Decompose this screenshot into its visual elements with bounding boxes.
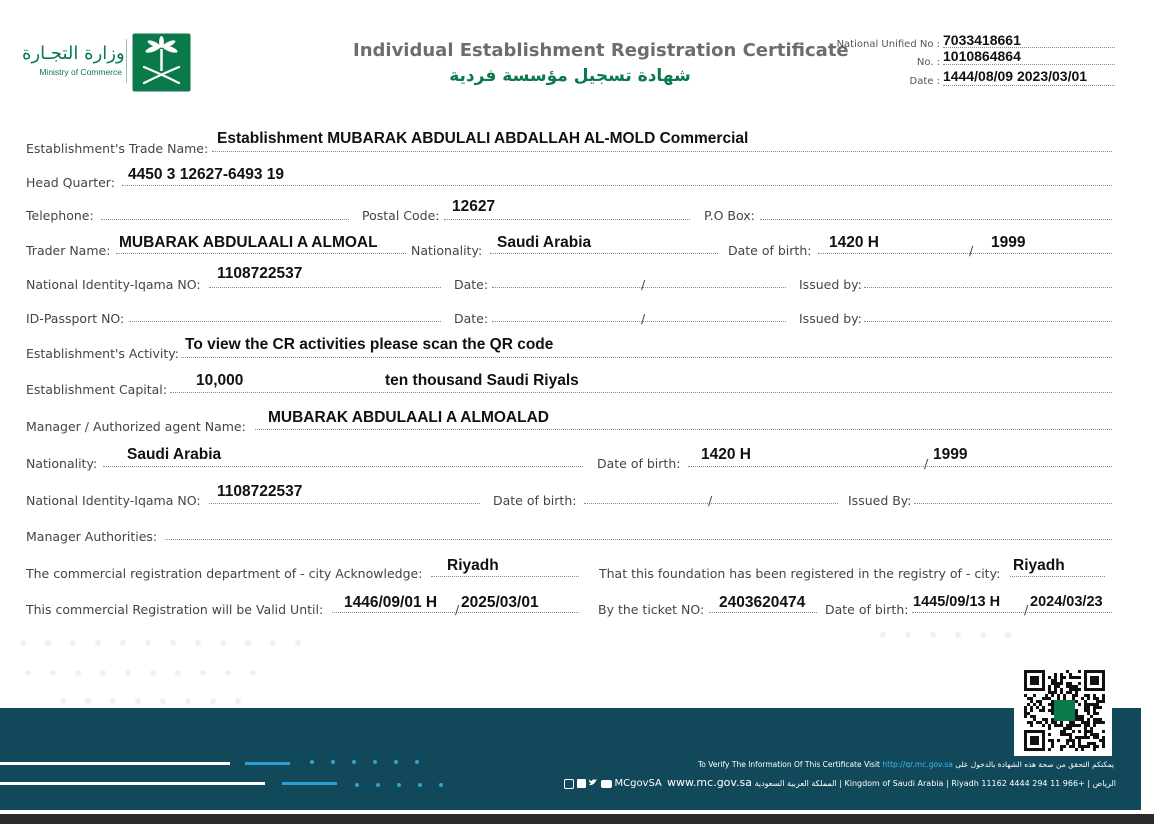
background-dot bbox=[245, 640, 251, 646]
manager-dob-label: Date of birth: bbox=[597, 456, 681, 471]
ticket-label: By the ticket NO: bbox=[598, 602, 705, 617]
nid-date-slash: / bbox=[641, 277, 646, 292]
passport-date-line bbox=[492, 321, 786, 322]
ticket-dob-gregorian: 2024/03/23 bbox=[1030, 594, 1103, 610]
ticket-line bbox=[709, 612, 817, 613]
valid-until-hijri: 1446/09/01 H bbox=[344, 594, 438, 611]
nid-issued-label: Issued by: bbox=[799, 277, 862, 292]
no-label: No. : bbox=[916, 57, 940, 68]
background-dot bbox=[95, 640, 101, 646]
manager-nid-dob-slash: / bbox=[708, 493, 713, 508]
ticket-dob-slash: / bbox=[1024, 602, 1029, 617]
background-dot bbox=[100, 670, 106, 676]
logo-divider bbox=[126, 39, 127, 83]
footer-dot bbox=[310, 760, 314, 764]
postal-code-line bbox=[444, 219, 690, 220]
manager-issued-label: Issued By: bbox=[848, 493, 912, 508]
passport-line bbox=[129, 321, 441, 322]
valid-until-slash: / bbox=[455, 602, 460, 617]
trader-name-label: Trader Name: bbox=[26, 243, 111, 258]
activity-value: To view the CR activities please scan the QR code bbox=[185, 336, 554, 353]
background-dot bbox=[70, 640, 76, 646]
trader-dob-slash: / bbox=[969, 243, 974, 258]
website[interactable]: www.mc.gov.sa bbox=[666, 776, 753, 789]
background-dot bbox=[1005, 632, 1011, 638]
background-dot bbox=[210, 698, 216, 704]
activity-label: Establishment's Activity: bbox=[26, 346, 179, 361]
footer-dot bbox=[439, 783, 443, 787]
nid-issued-line bbox=[864, 287, 1112, 288]
verify-url[interactable]: http://qr.mc.gov.sa bbox=[882, 760, 953, 769]
manager-nationality-label: Nationality: bbox=[26, 456, 98, 471]
passport-date-label: Date: bbox=[454, 311, 489, 326]
manager-issued-line bbox=[914, 503, 1112, 504]
po-box-line bbox=[760, 219, 1112, 220]
unified-no-label: National Unified No : bbox=[836, 39, 940, 50]
valid-until-label: This commercial Registration will be Valid Until: bbox=[26, 602, 324, 617]
department-line bbox=[431, 576, 579, 577]
manager-dob-slash: / bbox=[924, 456, 929, 471]
footer-decor-line-4 bbox=[282, 782, 337, 785]
trade-name-line bbox=[212, 151, 1112, 152]
kingdom-en: Kingdom of Saudi Arabia bbox=[844, 779, 944, 788]
no-line bbox=[943, 64, 1115, 65]
manager-dob-hijri: 1420 H bbox=[701, 446, 751, 463]
background-dot bbox=[160, 698, 166, 704]
unified-no-value: 7033418661 bbox=[943, 32, 1021, 48]
background-dot bbox=[125, 670, 131, 676]
nid-value: 1108722537 bbox=[217, 265, 303, 282]
verify-text-ar: يمكنكم التحقق من صحة هذه الشهادة بالدخول على bbox=[955, 760, 1114, 769]
date-value: 1444/08/09 2023/03/01 bbox=[943, 68, 1088, 84]
manager-nid-label: National Identity-Iqama NO: bbox=[26, 493, 201, 508]
background-dot bbox=[200, 670, 206, 676]
background-dot bbox=[250, 670, 256, 676]
logo-text-ar: وزارة التجـارة bbox=[22, 43, 125, 64]
background-dot bbox=[295, 640, 301, 646]
title-en: Individual Establishment Registration Certificate bbox=[353, 40, 849, 61]
date-line bbox=[943, 85, 1115, 86]
footer-dot bbox=[376, 783, 380, 787]
nid-label: National Identity-Iqama NO: bbox=[26, 277, 201, 292]
verify-text: To Verify The Information Of This Certificate Visit bbox=[697, 760, 880, 769]
ticket-value: 2403620474 bbox=[719, 594, 806, 611]
contact-line bbox=[564, 776, 1116, 789]
facebook-icon[interactable] bbox=[577, 779, 586, 788]
nid-line bbox=[209, 287, 441, 288]
department-value: Riyadh bbox=[447, 557, 499, 574]
manager-nationality-line bbox=[103, 466, 583, 467]
passport-label: ID-Passport NO: bbox=[26, 311, 125, 326]
background-dot bbox=[220, 640, 226, 646]
city-en: Riyadh 11162 bbox=[951, 779, 1007, 788]
capital-line bbox=[170, 392, 1112, 393]
youtube-icon[interactable] bbox=[601, 780, 612, 788]
background-dot bbox=[135, 698, 141, 704]
activity-line bbox=[181, 357, 1112, 358]
trader-nationality-label: Nationality: bbox=[411, 243, 483, 258]
telephone-line bbox=[101, 219, 349, 220]
background-dot bbox=[60, 698, 66, 704]
background-dot bbox=[50, 670, 56, 676]
nid-date-line bbox=[492, 287, 786, 288]
capital-value: 10,000 bbox=[196, 372, 244, 389]
trade-name-value: Establishment MUBARAK ABDULALI ABDALLAH AL-MOLD Commercial bbox=[217, 130, 749, 147]
telephone-label: Telephone: bbox=[26, 208, 94, 223]
manager-dob-gregorian: 1999 bbox=[933, 446, 968, 463]
trade-name-label: Establishment's Trade Name: bbox=[26, 141, 209, 156]
head-quarter-label: Head Quarter: bbox=[26, 175, 115, 190]
background-dot bbox=[980, 632, 986, 638]
background-dot bbox=[75, 670, 81, 676]
logo-text-en: Ministry of Commerce bbox=[39, 67, 122, 77]
background-dot bbox=[175, 670, 181, 676]
manager-nid-dob-label: Date of birth: bbox=[493, 493, 577, 508]
head-quarter-value: 4450 3 12627-6493 19 bbox=[128, 166, 285, 183]
bottom-strip bbox=[0, 814, 1154, 824]
date-label: Date : bbox=[909, 76, 940, 87]
manager-dob-line bbox=[688, 466, 1112, 467]
footer-dot bbox=[373, 760, 377, 764]
city-ar: الرياض bbox=[1092, 779, 1116, 788]
footer-dot bbox=[415, 760, 419, 764]
passport-issued-label: Issued by: bbox=[799, 311, 862, 326]
footer-dot bbox=[331, 760, 335, 764]
passport-issued-line bbox=[864, 321, 1112, 322]
social-handle[interactable]: MCgovSA bbox=[614, 778, 662, 789]
background-dot bbox=[185, 698, 191, 704]
kingdom-ar: المملكة العربية السعودية bbox=[754, 779, 837, 788]
manager-nationality-value: Saudi Arabia bbox=[127, 446, 222, 463]
background-dot bbox=[145, 640, 151, 646]
registered-value: Riyadh bbox=[1013, 557, 1065, 574]
qr-code[interactable] bbox=[1014, 664, 1112, 756]
background-dot bbox=[235, 698, 241, 704]
postal-code-value: 12627 bbox=[452, 198, 496, 215]
postal-code-label: Postal Code: bbox=[362, 208, 440, 223]
footer-dot bbox=[355, 783, 359, 787]
background-dot bbox=[905, 632, 911, 638]
trader-name-value: MUBARAK ABDULAALI A ALMOAL bbox=[119, 234, 378, 251]
trader-dob-gregorian: 1999 bbox=[991, 234, 1026, 251]
footer-dot bbox=[394, 760, 398, 764]
trader-nationality-line bbox=[490, 253, 718, 254]
verify-line bbox=[698, 760, 1114, 769]
registered-line bbox=[1010, 576, 1105, 577]
authorities-line bbox=[165, 539, 1112, 540]
trader-dob-hijri: 1420 H bbox=[829, 234, 879, 251]
background-dot bbox=[930, 632, 936, 638]
manager-nid-value: 1108722537 bbox=[217, 483, 303, 500]
department-label: The commercial registration department of - city Acknowledge: bbox=[26, 566, 423, 581]
ticket-dob-line bbox=[912, 612, 1112, 613]
capital-words: ten thousand Saudi Riyals bbox=[385, 372, 579, 389]
trader-dob-line bbox=[818, 253, 1112, 254]
background-dot bbox=[20, 640, 26, 646]
background-dot bbox=[225, 670, 231, 676]
footer-band bbox=[0, 708, 1141, 810]
nid-date-label: Date: bbox=[454, 277, 489, 292]
footer-decor-line-1 bbox=[0, 762, 230, 765]
background-dot bbox=[85, 698, 91, 704]
background-dot bbox=[45, 640, 51, 646]
trader-nationality-value: Saudi Arabia bbox=[497, 234, 592, 251]
passport-date-slash: / bbox=[641, 311, 646, 326]
trader-dob-label: Date of birth: bbox=[728, 243, 812, 258]
registered-label: That this foundation has been registered in the registry of - city: bbox=[599, 566, 1001, 581]
background-dot bbox=[880, 632, 886, 638]
ticket-dob-hijri: 1445/09/13 H bbox=[913, 594, 1001, 610]
background-dot bbox=[955, 632, 961, 638]
separator: | bbox=[945, 779, 949, 788]
po-box-label: P.O Box: bbox=[704, 208, 755, 223]
title-ar: شهادة تسجيل مؤسسة فردية bbox=[449, 66, 691, 86]
separator: | bbox=[1087, 779, 1091, 788]
logo bbox=[22, 33, 192, 93]
background-dot bbox=[110, 698, 116, 704]
manager-value: MUBARAK ABDULAALI A ALMOALAD bbox=[268, 409, 549, 426]
footer-dot bbox=[352, 760, 356, 764]
footer-dot bbox=[418, 783, 422, 787]
background-dot bbox=[170, 640, 176, 646]
authorities-label: Manager Authorities: bbox=[26, 529, 158, 544]
capital-label: Establishment Capital: bbox=[26, 382, 167, 397]
footer-decor-line-3 bbox=[0, 782, 265, 785]
qr-code-icon bbox=[1014, 664, 1112, 756]
background-dot bbox=[270, 640, 276, 646]
footer-dot bbox=[397, 783, 401, 787]
background-dot bbox=[25, 670, 31, 676]
ticket-dob-label: Date of birth: bbox=[825, 602, 909, 617]
separator: | bbox=[839, 779, 842, 788]
valid-until-gregorian: 2025/03/01 bbox=[461, 594, 539, 611]
palm-swords-emblem-icon bbox=[132, 33, 191, 92]
twitter-icon[interactable] bbox=[588, 778, 598, 789]
phone: +966 11 294 4444 bbox=[1009, 779, 1085, 788]
manager-line bbox=[255, 429, 1112, 430]
instagram-icon[interactable] bbox=[564, 779, 574, 789]
head-quarter-line bbox=[122, 185, 1112, 186]
trader-name-line bbox=[116, 253, 406, 254]
manager-nid-line bbox=[209, 503, 480, 504]
background-dot bbox=[150, 670, 156, 676]
footer-decor-line-2 bbox=[245, 762, 290, 765]
background-dot bbox=[120, 640, 126, 646]
background-dot bbox=[195, 640, 201, 646]
no-value: 1010864864 bbox=[943, 48, 1021, 64]
manager-label: Manager / Authorized agent Name: bbox=[26, 419, 246, 434]
